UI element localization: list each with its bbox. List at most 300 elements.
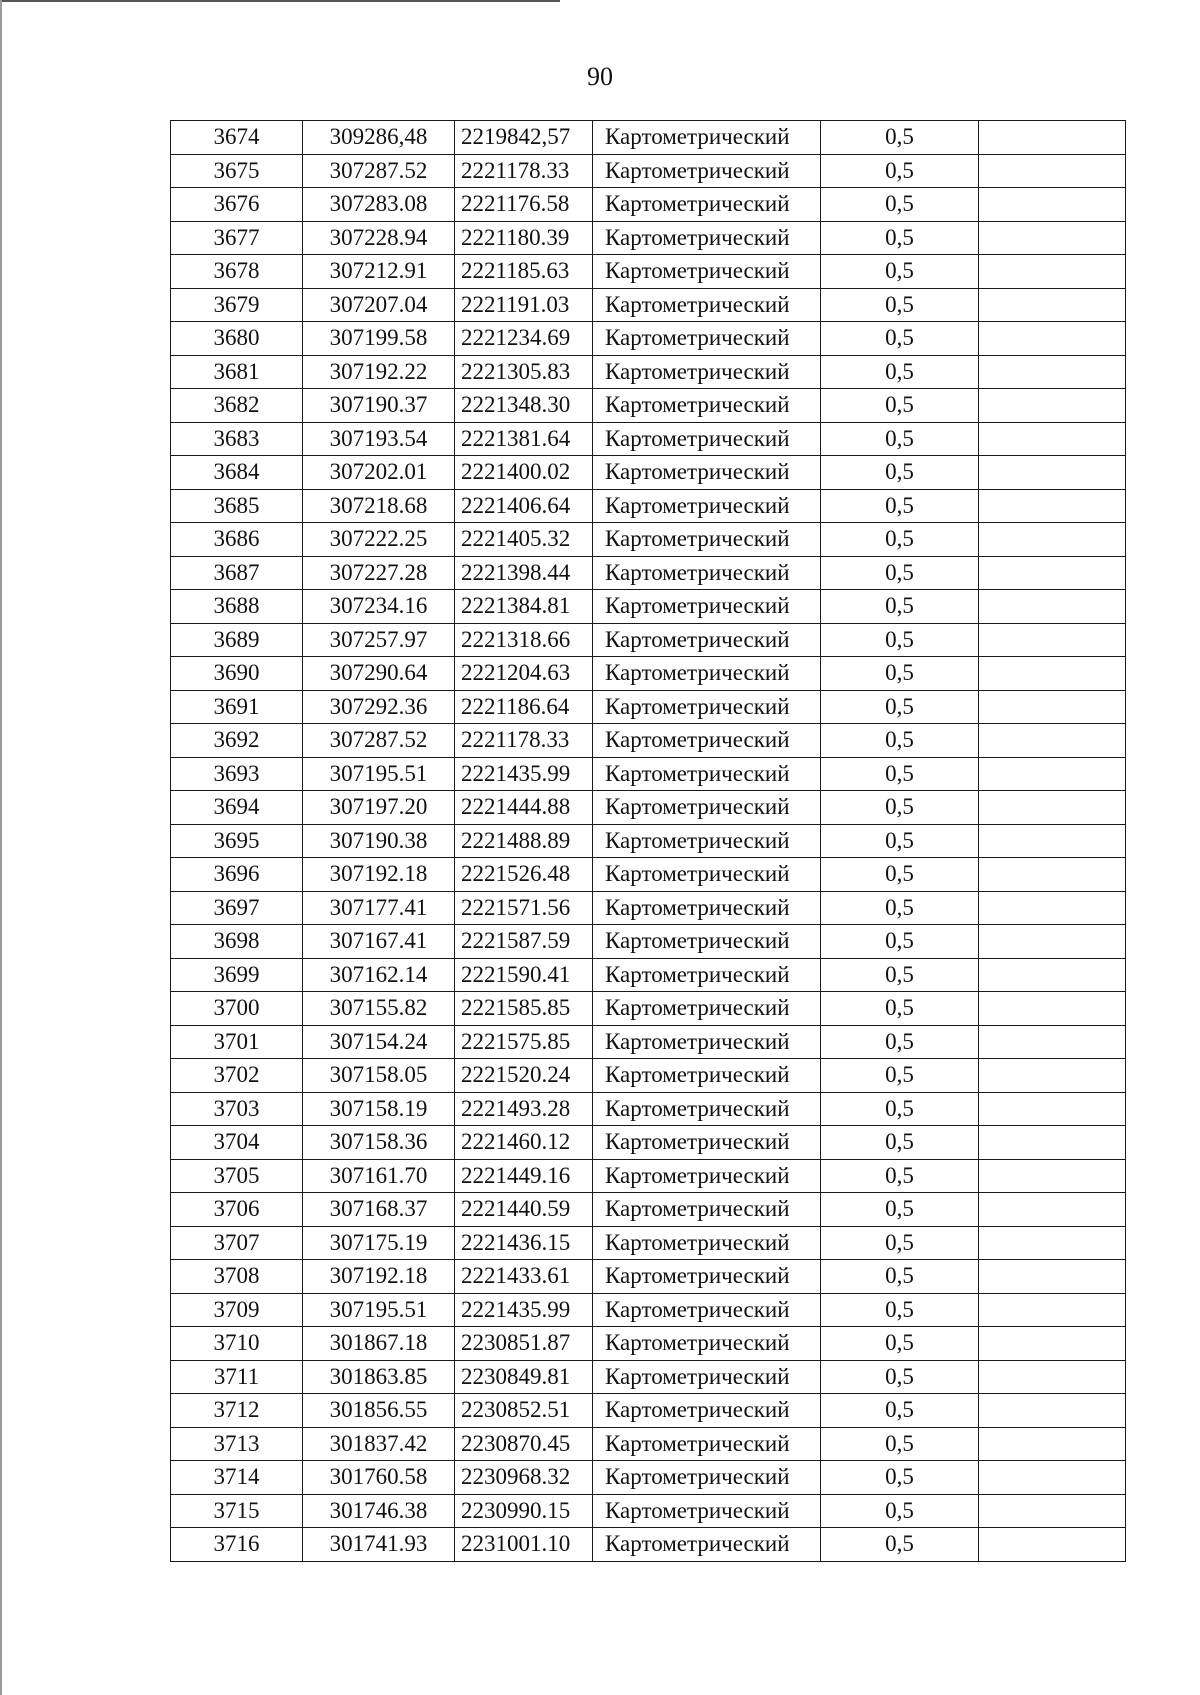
method-cell: Картометрический bbox=[593, 523, 821, 557]
x-coordinate-cell: 307190.37 bbox=[303, 389, 455, 423]
blank-cell bbox=[979, 355, 1126, 389]
method-cell: Картометрический bbox=[593, 1092, 821, 1126]
point-number-cell: 3687 bbox=[171, 556, 303, 590]
table-row bbox=[171, 724, 1126, 758]
y-coordinate-cell: 2221381.64 bbox=[455, 422, 593, 456]
y-coordinate-cell: 2221405.32 bbox=[455, 523, 593, 557]
table-row bbox=[171, 355, 1126, 389]
table-row bbox=[171, 322, 1126, 356]
point-number-cell: 3706 bbox=[171, 1193, 303, 1227]
table-row bbox=[171, 1293, 1126, 1327]
coordinates-table bbox=[170, 120, 1126, 1562]
method-cell: Картометрический bbox=[593, 858, 821, 892]
table-row bbox=[171, 1126, 1126, 1160]
x-coordinate-cell: 307222.25 bbox=[303, 523, 455, 557]
accuracy-cell: 0,5 bbox=[821, 523, 979, 557]
accuracy-cell: 0,5 bbox=[821, 958, 979, 992]
accuracy-cell: 0,5 bbox=[821, 1494, 979, 1528]
y-coordinate-cell: 2219842,57 bbox=[455, 121, 593, 155]
point-number-cell: 3713 bbox=[171, 1427, 303, 1461]
accuracy-cell: 0,5 bbox=[821, 221, 979, 255]
accuracy-cell: 0,5 bbox=[821, 1461, 979, 1495]
blank-cell bbox=[979, 992, 1126, 1026]
accuracy-cell: 0,5 bbox=[821, 690, 979, 724]
method-cell: Картометрический bbox=[593, 1126, 821, 1160]
x-coordinate-cell: 307192.22 bbox=[303, 355, 455, 389]
x-coordinate-cell: 307195.51 bbox=[303, 757, 455, 791]
accuracy-cell: 0,5 bbox=[821, 322, 979, 356]
table-row bbox=[171, 1193, 1126, 1227]
method-cell: Картометрический bbox=[593, 188, 821, 222]
scan-edge-top bbox=[0, 0, 560, 2]
blank-cell bbox=[979, 1226, 1126, 1260]
y-coordinate-cell: 2230849.81 bbox=[455, 1360, 593, 1394]
blank-cell bbox=[979, 1059, 1126, 1093]
point-number-cell: 3675 bbox=[171, 154, 303, 188]
point-number-cell: 3704 bbox=[171, 1126, 303, 1160]
y-coordinate-cell: 2221185.63 bbox=[455, 255, 593, 289]
blank-cell bbox=[979, 288, 1126, 322]
x-coordinate-cell: 307158.19 bbox=[303, 1092, 455, 1126]
method-cell: Картометрический bbox=[593, 1394, 821, 1428]
x-coordinate-cell: 307212.91 bbox=[303, 255, 455, 289]
x-coordinate-cell: 307290.64 bbox=[303, 657, 455, 691]
y-coordinate-cell: 2221178.33 bbox=[455, 154, 593, 188]
blank-cell bbox=[979, 1126, 1126, 1160]
table-row bbox=[171, 1528, 1126, 1562]
y-coordinate-cell: 2221520.24 bbox=[455, 1059, 593, 1093]
method-cell: Картометрический bbox=[593, 590, 821, 624]
method-cell: Картометрический bbox=[593, 1327, 821, 1361]
point-number-cell: 3696 bbox=[171, 858, 303, 892]
y-coordinate-cell: 2230851.87 bbox=[455, 1327, 593, 1361]
table-row bbox=[171, 154, 1126, 188]
blank-cell bbox=[979, 1025, 1126, 1059]
table-row bbox=[171, 1427, 1126, 1461]
point-number-cell: 3681 bbox=[171, 355, 303, 389]
y-coordinate-cell: 2221406.64 bbox=[455, 489, 593, 523]
accuracy-cell: 0,5 bbox=[821, 590, 979, 624]
table-row bbox=[171, 288, 1126, 322]
coordinates-table-body bbox=[171, 121, 1126, 1562]
table-row bbox=[171, 1494, 1126, 1528]
blank-cell bbox=[979, 1461, 1126, 1495]
point-number-cell: 3686 bbox=[171, 523, 303, 557]
x-coordinate-cell: 307202.01 bbox=[303, 456, 455, 490]
y-coordinate-cell: 2221191.03 bbox=[455, 288, 593, 322]
blank-cell bbox=[979, 1528, 1126, 1562]
accuracy-cell: 0,5 bbox=[821, 288, 979, 322]
point-number-cell: 3716 bbox=[171, 1528, 303, 1562]
y-coordinate-cell: 2221440.59 bbox=[455, 1193, 593, 1227]
x-coordinate-cell: 307192.18 bbox=[303, 858, 455, 892]
blank-cell bbox=[979, 1494, 1126, 1528]
point-number-cell: 3710 bbox=[171, 1327, 303, 1361]
blank-cell bbox=[979, 1360, 1126, 1394]
method-cell: Картометрический bbox=[593, 1360, 821, 1394]
blank-cell bbox=[979, 757, 1126, 791]
x-coordinate-cell: 307218.68 bbox=[303, 489, 455, 523]
x-coordinate-cell: 307283.08 bbox=[303, 188, 455, 222]
accuracy-cell: 0,5 bbox=[821, 925, 979, 959]
method-cell: Картометрический bbox=[593, 1494, 821, 1528]
accuracy-cell: 0,5 bbox=[821, 992, 979, 1026]
y-coordinate-cell: 2221435.99 bbox=[455, 1293, 593, 1327]
y-coordinate-cell: 2221186.64 bbox=[455, 690, 593, 724]
y-coordinate-cell: 2221234.69 bbox=[455, 322, 593, 356]
method-cell: Картометрический bbox=[593, 1427, 821, 1461]
y-coordinate-cell: 2221590.41 bbox=[455, 958, 593, 992]
method-cell: Картометрический bbox=[593, 1528, 821, 1562]
accuracy-cell: 0,5 bbox=[821, 556, 979, 590]
point-number-cell: 3703 bbox=[171, 1092, 303, 1126]
blank-cell bbox=[979, 623, 1126, 657]
blank-cell bbox=[979, 1394, 1126, 1428]
method-cell: Картометрический bbox=[593, 1059, 821, 1093]
x-coordinate-cell: 307175.19 bbox=[303, 1226, 455, 1260]
blank-cell bbox=[979, 556, 1126, 590]
method-cell: Картометрический bbox=[593, 690, 821, 724]
table-row bbox=[171, 1327, 1126, 1361]
table-row bbox=[171, 556, 1126, 590]
x-coordinate-cell: 307193.54 bbox=[303, 422, 455, 456]
accuracy-cell: 0,5 bbox=[821, 791, 979, 825]
y-coordinate-cell: 2221204.63 bbox=[455, 657, 593, 691]
method-cell: Картометрический bbox=[593, 724, 821, 758]
point-number-cell: 3688 bbox=[171, 590, 303, 624]
y-coordinate-cell: 2221444.88 bbox=[455, 791, 593, 825]
table-row bbox=[171, 489, 1126, 523]
x-coordinate-cell: 307168.37 bbox=[303, 1193, 455, 1227]
table-row bbox=[171, 858, 1126, 892]
method-cell: Картометрический bbox=[593, 1159, 821, 1193]
accuracy-cell: 0,5 bbox=[821, 489, 979, 523]
table-row bbox=[171, 590, 1126, 624]
method-cell: Картометрический bbox=[593, 1193, 821, 1227]
method-cell: Картометрический bbox=[593, 1461, 821, 1495]
table-row bbox=[171, 1461, 1126, 1495]
blank-cell bbox=[979, 824, 1126, 858]
x-coordinate-cell: 307287.52 bbox=[303, 154, 455, 188]
point-number-cell: 3699 bbox=[171, 958, 303, 992]
y-coordinate-cell: 2230852.51 bbox=[455, 1394, 593, 1428]
x-coordinate-cell: 301856.55 bbox=[303, 1394, 455, 1428]
accuracy-cell: 0,5 bbox=[821, 623, 979, 657]
blank-cell bbox=[979, 590, 1126, 624]
blank-cell bbox=[979, 221, 1126, 255]
x-coordinate-cell: 307167.41 bbox=[303, 925, 455, 959]
accuracy-cell: 0,5 bbox=[821, 824, 979, 858]
blank-cell bbox=[979, 489, 1126, 523]
x-coordinate-cell: 301746.38 bbox=[303, 1494, 455, 1528]
method-cell: Картометрический bbox=[593, 824, 821, 858]
method-cell: Картометрический bbox=[593, 958, 821, 992]
accuracy-cell: 0,5 bbox=[821, 891, 979, 925]
table-row bbox=[171, 657, 1126, 691]
x-coordinate-cell: 307199.58 bbox=[303, 322, 455, 356]
accuracy-cell: 0,5 bbox=[821, 1226, 979, 1260]
x-coordinate-cell: 301741.93 bbox=[303, 1528, 455, 1562]
method-cell: Картометрический bbox=[593, 757, 821, 791]
point-number-cell: 3678 bbox=[171, 255, 303, 289]
x-coordinate-cell: 307287.52 bbox=[303, 724, 455, 758]
x-coordinate-cell: 307234.16 bbox=[303, 590, 455, 624]
table-row bbox=[171, 1092, 1126, 1126]
x-coordinate-cell: 307155.82 bbox=[303, 992, 455, 1026]
table-row bbox=[171, 523, 1126, 557]
accuracy-cell: 0,5 bbox=[821, 1293, 979, 1327]
blank-cell bbox=[979, 523, 1126, 557]
method-cell: Картометрический bbox=[593, 121, 821, 155]
accuracy-cell: 0,5 bbox=[821, 422, 979, 456]
x-coordinate-cell: 307154.24 bbox=[303, 1025, 455, 1059]
blank-cell bbox=[979, 690, 1126, 724]
x-coordinate-cell: 301760.58 bbox=[303, 1461, 455, 1495]
accuracy-cell: 0,5 bbox=[821, 1025, 979, 1059]
accuracy-cell: 0,5 bbox=[821, 757, 979, 791]
point-number-cell: 3698 bbox=[171, 925, 303, 959]
method-cell: Картометрический bbox=[593, 154, 821, 188]
method-cell: Картометрический bbox=[593, 456, 821, 490]
x-coordinate-cell: 307161.70 bbox=[303, 1159, 455, 1193]
method-cell: Картометрический bbox=[593, 355, 821, 389]
point-number-cell: 3715 bbox=[171, 1494, 303, 1528]
blank-cell bbox=[979, 1327, 1126, 1361]
accuracy-cell: 0,5 bbox=[821, 1059, 979, 1093]
table-row bbox=[171, 891, 1126, 925]
y-coordinate-cell: 2221575.85 bbox=[455, 1025, 593, 1059]
blank-cell bbox=[979, 154, 1126, 188]
method-cell: Картометрический bbox=[593, 1025, 821, 1059]
point-number-cell: 3693 bbox=[171, 757, 303, 791]
table-row bbox=[171, 757, 1126, 791]
method-cell: Картометрический bbox=[593, 221, 821, 255]
point-number-cell: 3702 bbox=[171, 1059, 303, 1093]
table-row bbox=[171, 1360, 1126, 1394]
point-number-cell: 3683 bbox=[171, 422, 303, 456]
x-coordinate-cell: 307195.51 bbox=[303, 1293, 455, 1327]
x-coordinate-cell: 301863.85 bbox=[303, 1360, 455, 1394]
accuracy-cell: 0,5 bbox=[821, 1159, 979, 1193]
y-coordinate-cell: 2221488.89 bbox=[455, 824, 593, 858]
point-number-cell: 3674 bbox=[171, 121, 303, 155]
blank-cell bbox=[979, 958, 1126, 992]
blank-cell bbox=[979, 422, 1126, 456]
x-coordinate-cell: 307177.41 bbox=[303, 891, 455, 925]
table-row bbox=[171, 690, 1126, 724]
y-coordinate-cell: 2221400.02 bbox=[455, 456, 593, 490]
accuracy-cell: 0,5 bbox=[821, 355, 979, 389]
y-coordinate-cell: 2221305.83 bbox=[455, 355, 593, 389]
table-row bbox=[171, 925, 1126, 959]
point-number-cell: 3714 bbox=[171, 1461, 303, 1495]
accuracy-cell: 0,5 bbox=[821, 154, 979, 188]
point-number-cell: 3676 bbox=[171, 188, 303, 222]
blank-cell bbox=[979, 322, 1126, 356]
accuracy-cell: 0,5 bbox=[821, 1360, 979, 1394]
y-coordinate-cell: 2221449.16 bbox=[455, 1159, 593, 1193]
table-row bbox=[171, 791, 1126, 825]
accuracy-cell: 0,5 bbox=[821, 1126, 979, 1160]
method-cell: Картометрический bbox=[593, 422, 821, 456]
accuracy-cell: 0,5 bbox=[821, 657, 979, 691]
blank-cell bbox=[979, 724, 1126, 758]
method-cell: Картометрический bbox=[593, 489, 821, 523]
accuracy-cell: 0,5 bbox=[821, 255, 979, 289]
point-number-cell: 3697 bbox=[171, 891, 303, 925]
x-coordinate-cell: 307192.18 bbox=[303, 1260, 455, 1294]
method-cell: Картометрический bbox=[593, 255, 821, 289]
point-number-cell: 3684 bbox=[171, 456, 303, 490]
x-coordinate-cell: 307158.05 bbox=[303, 1059, 455, 1093]
method-cell: Картометрический bbox=[593, 1293, 821, 1327]
blank-cell bbox=[979, 1159, 1126, 1193]
y-coordinate-cell: 2221493.28 bbox=[455, 1092, 593, 1126]
table-row bbox=[171, 389, 1126, 423]
x-coordinate-cell: 307227.28 bbox=[303, 556, 455, 590]
x-coordinate-cell: 307197.20 bbox=[303, 791, 455, 825]
x-coordinate-cell: 309286,48 bbox=[303, 121, 455, 155]
blank-cell bbox=[979, 121, 1126, 155]
blank-cell bbox=[979, 1092, 1126, 1126]
point-number-cell: 3700 bbox=[171, 992, 303, 1026]
x-coordinate-cell: 301837.42 bbox=[303, 1427, 455, 1461]
point-number-cell: 3692 bbox=[171, 724, 303, 758]
y-coordinate-cell: 2221435.99 bbox=[455, 757, 593, 791]
method-cell: Картометрический bbox=[593, 891, 821, 925]
accuracy-cell: 0,5 bbox=[821, 389, 979, 423]
point-number-cell: 3695 bbox=[171, 824, 303, 858]
point-number-cell: 3679 bbox=[171, 288, 303, 322]
blank-cell bbox=[979, 1260, 1126, 1294]
blank-cell bbox=[979, 389, 1126, 423]
y-coordinate-cell: 2221585.85 bbox=[455, 992, 593, 1026]
method-cell: Картометрический bbox=[593, 1260, 821, 1294]
y-coordinate-cell: 2221176.58 bbox=[455, 188, 593, 222]
point-number-cell: 3691 bbox=[171, 690, 303, 724]
point-number-cell: 3690 bbox=[171, 657, 303, 691]
point-number-cell: 3682 bbox=[171, 389, 303, 423]
table-row bbox=[171, 121, 1126, 155]
x-coordinate-cell: 307158.36 bbox=[303, 1126, 455, 1160]
accuracy-cell: 0,5 bbox=[821, 1528, 979, 1562]
table-row bbox=[171, 221, 1126, 255]
blank-cell bbox=[979, 925, 1126, 959]
method-cell: Картометрический bbox=[593, 556, 821, 590]
accuracy-cell: 0,5 bbox=[821, 1427, 979, 1461]
table-row bbox=[171, 958, 1126, 992]
accuracy-cell: 0,5 bbox=[821, 1327, 979, 1361]
blank-cell bbox=[979, 891, 1126, 925]
table-row bbox=[171, 1260, 1126, 1294]
blank-cell bbox=[979, 1427, 1126, 1461]
table-row bbox=[171, 992, 1126, 1026]
point-number-cell: 3677 bbox=[171, 221, 303, 255]
blank-cell bbox=[979, 1293, 1126, 1327]
point-number-cell: 3709 bbox=[171, 1293, 303, 1327]
blank-cell bbox=[979, 858, 1126, 892]
accuracy-cell: 0,5 bbox=[821, 724, 979, 758]
page-number: 90 bbox=[587, 62, 613, 91]
scan-edge-left bbox=[0, 0, 2, 1695]
y-coordinate-cell: 2221436.15 bbox=[455, 1226, 593, 1260]
point-number-cell: 3685 bbox=[171, 489, 303, 523]
x-coordinate-cell: 307190.38 bbox=[303, 824, 455, 858]
blank-cell bbox=[979, 657, 1126, 691]
point-number-cell: 3711 bbox=[171, 1360, 303, 1394]
point-number-cell: 3689 bbox=[171, 623, 303, 657]
accuracy-cell: 0,5 bbox=[821, 1394, 979, 1428]
blank-cell bbox=[979, 791, 1126, 825]
y-coordinate-cell: 2221318.66 bbox=[455, 623, 593, 657]
table-row bbox=[171, 1394, 1126, 1428]
x-coordinate-cell: 307257.97 bbox=[303, 623, 455, 657]
y-coordinate-cell: 2221180.39 bbox=[455, 221, 593, 255]
table-row bbox=[171, 1226, 1126, 1260]
y-coordinate-cell: 2221571.56 bbox=[455, 891, 593, 925]
method-cell: Картометрический bbox=[593, 1226, 821, 1260]
table-row bbox=[171, 188, 1126, 222]
y-coordinate-cell: 2221398.44 bbox=[455, 556, 593, 590]
accuracy-cell: 0,5 bbox=[821, 1092, 979, 1126]
y-coordinate-cell: 2221526.48 bbox=[455, 858, 593, 892]
accuracy-cell: 0,5 bbox=[821, 1193, 979, 1227]
table-row bbox=[171, 456, 1126, 490]
accuracy-cell: 0,5 bbox=[821, 456, 979, 490]
point-number-cell: 3705 bbox=[171, 1159, 303, 1193]
method-cell: Картометрический bbox=[593, 288, 821, 322]
y-coordinate-cell: 2221348.30 bbox=[455, 389, 593, 423]
x-coordinate-cell: 307162.14 bbox=[303, 958, 455, 992]
table-row bbox=[171, 1059, 1126, 1093]
x-coordinate-cell: 307207.04 bbox=[303, 288, 455, 322]
method-cell: Картометрический bbox=[593, 992, 821, 1026]
point-number-cell: 3707 bbox=[171, 1226, 303, 1260]
y-coordinate-cell: 2221384.81 bbox=[455, 590, 593, 624]
method-cell: Картометрический bbox=[593, 925, 821, 959]
table-row bbox=[171, 623, 1126, 657]
table-row bbox=[171, 422, 1126, 456]
method-cell: Картометрический bbox=[593, 791, 821, 825]
accuracy-cell: 0,5 bbox=[821, 1260, 979, 1294]
y-coordinate-cell: 2221460.12 bbox=[455, 1126, 593, 1160]
point-number-cell: 3701 bbox=[171, 1025, 303, 1059]
method-cell: Картометрический bbox=[593, 623, 821, 657]
y-coordinate-cell: 2231001.10 bbox=[455, 1528, 593, 1562]
accuracy-cell: 0,5 bbox=[821, 188, 979, 222]
point-number-cell: 3712 bbox=[171, 1394, 303, 1428]
point-number-cell: 3680 bbox=[171, 322, 303, 356]
point-number-cell: 3694 bbox=[171, 791, 303, 825]
y-coordinate-cell: 2221178.33 bbox=[455, 724, 593, 758]
method-cell: Картометрический bbox=[593, 389, 821, 423]
point-number-cell: 3708 bbox=[171, 1260, 303, 1294]
accuracy-cell: 0,5 bbox=[821, 121, 979, 155]
table-row bbox=[171, 1159, 1126, 1193]
blank-cell bbox=[979, 1193, 1126, 1227]
y-coordinate-cell: 2230990.15 bbox=[455, 1494, 593, 1528]
x-coordinate-cell: 307228.94 bbox=[303, 221, 455, 255]
blank-cell bbox=[979, 188, 1126, 222]
table-row bbox=[171, 824, 1126, 858]
x-coordinate-cell: 307292.36 bbox=[303, 690, 455, 724]
accuracy-cell: 0,5 bbox=[821, 858, 979, 892]
y-coordinate-cell: 2230968.32 bbox=[455, 1461, 593, 1495]
y-coordinate-cell: 2230870.45 bbox=[455, 1427, 593, 1461]
blank-cell bbox=[979, 255, 1126, 289]
method-cell: Картометрический bbox=[593, 322, 821, 356]
x-coordinate-cell: 301867.18 bbox=[303, 1327, 455, 1361]
